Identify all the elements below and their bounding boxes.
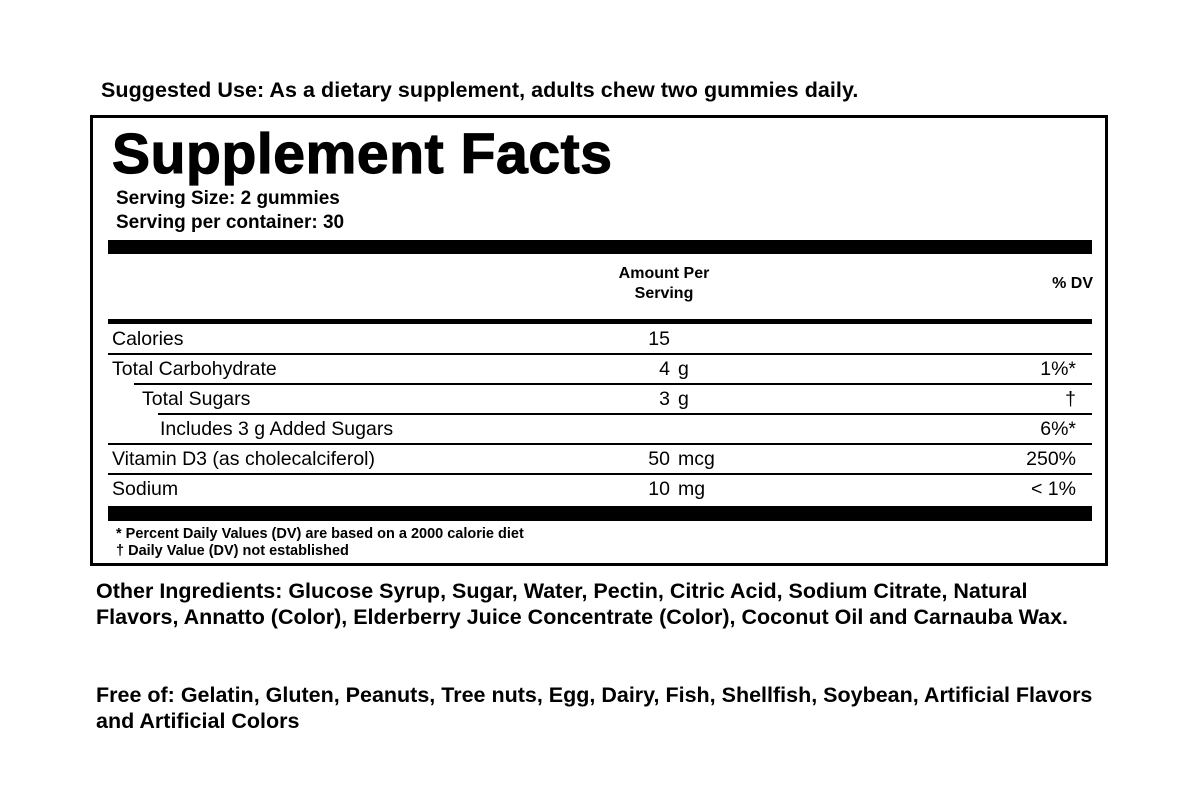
- nutrient-name: Sodium: [112, 478, 179, 500]
- other-ingredients-text: Other Ingredients: Glucose Syrup, Sugar, Water, Pectin, Citric Acid, Sodium Citrate, Natural Flavors, Annatto (Color), Elderberry Juice Concentrate (Color), Coconut Oil and Carnauba Wax.: [96, 579, 1069, 629]
- amount-header-line-2: Serving: [634, 285, 694, 302]
- servings-per-container: Serving per container: 30: [116, 212, 345, 233]
- nutrient-amount: 15: [648, 328, 670, 350]
- serving-size: Serving Size: 2 gummies: [116, 188, 340, 209]
- amount-per-serving-header: [589, 264, 739, 304]
- nutrient-dv: 250%: [1026, 448, 1076, 470]
- nutrient-row-added-sugars: [108, 414, 1092, 444]
- free-of-text: Free of: Gelatin, Gluten, Peanuts, Tree nuts, Egg, Dairy, Fish, Shellfish, Soybean, Artificial Flavors and Artificial Colors: [96, 683, 1093, 733]
- nutrient-dv: 6%*: [1040, 418, 1076, 440]
- nutrient-row-total-carbohydrate: [108, 354, 1092, 384]
- nutrient-dv: < 1%: [1031, 478, 1076, 500]
- thick-divider-top: [108, 240, 1092, 254]
- nutrient-unit: mg: [678, 478, 706, 500]
- suggested-use-text: Suggested Use: As a dietary supplement, adults chew two gummies daily.: [101, 78, 859, 102]
- nutrient-name: Total Carbohydrate: [112, 358, 277, 380]
- nutrient-amount: 3: [659, 388, 670, 410]
- nutrient-name: Calories: [112, 328, 184, 350]
- nutrient-row-sodium: [108, 474, 1092, 504]
- nutrient-unit: g: [678, 388, 689, 410]
- footnote-dagger: † Daily Value (DV) not established: [116, 543, 349, 559]
- nutrient-amount: 10: [648, 478, 670, 500]
- nutrient-unit: mcg: [678, 448, 715, 470]
- amount-header-line-1: Amount Per: [618, 265, 710, 282]
- nutrient-row-calories: [108, 324, 1092, 354]
- nutrient-row-total-sugars: [108, 384, 1092, 414]
- nutrient-dv: 1%*: [1040, 358, 1076, 380]
- nutrient-amount: 4: [659, 358, 670, 380]
- nutrient-name: Includes 3 g Added Sugars: [160, 418, 394, 440]
- nutrient-name: Total Sugars: [142, 388, 251, 410]
- nutrient-unit: g: [678, 358, 689, 380]
- nutrient-row-vitamin-d3: [108, 444, 1092, 474]
- supplement-facts-panel: [90, 115, 1108, 566]
- thick-divider-bottom: [108, 506, 1092, 521]
- footnote-daily-values: * Percent Daily Values (DV) are based on a 2000 calorie diet: [116, 526, 524, 542]
- dv-header: % DV: [1052, 275, 1093, 292]
- nutrient-amount: 50: [648, 448, 670, 470]
- facts-title: Supplement Facts: [112, 122, 613, 186]
- nutrient-dv: †: [1065, 388, 1076, 410]
- nutrient-name: Vitamin D3 (as cholecalciferol): [112, 448, 375, 470]
